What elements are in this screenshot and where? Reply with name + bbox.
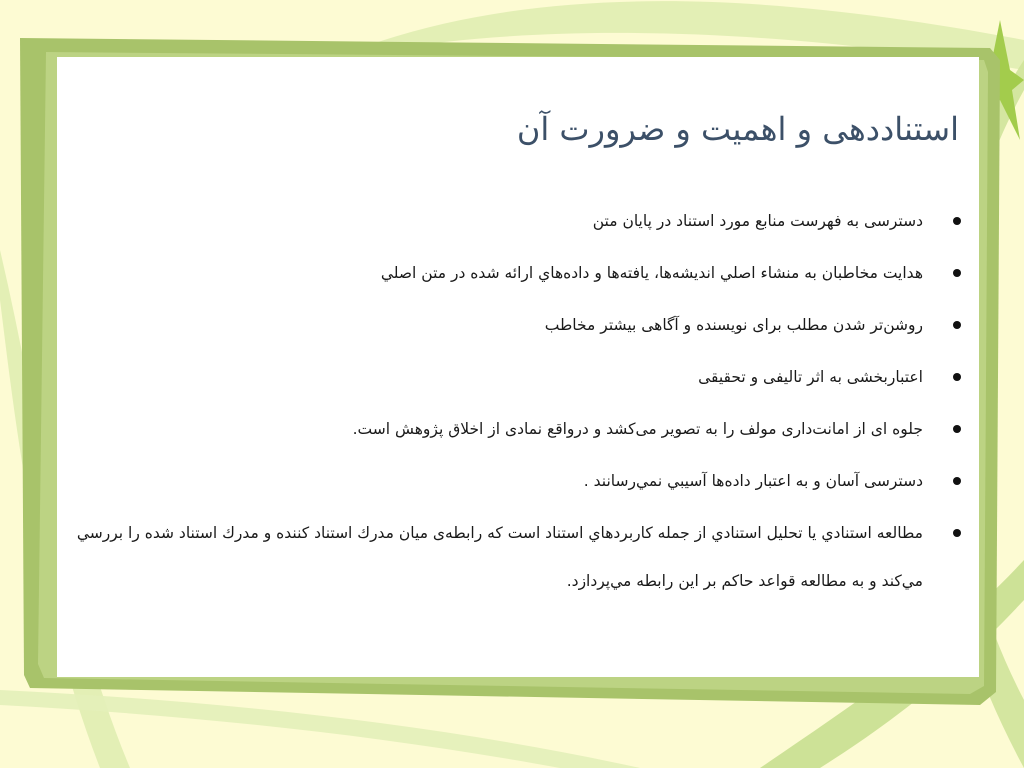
bullet-text: مطالعه استنادي يا تحليل استنادي از جمله كاربردهاي استناد است كه رابطه‌ی ميان مدرك استناد كننده و مدرك استناد شده را بررسي مي‌كند و به مطالعه قواعد حاكم بر اين رابطه مي‌پردازد. [76, 524, 923, 590]
bullet-point-icon [953, 529, 961, 537]
bullet-text: دسترسی به فهرست منابع مورد استناد در پایان متن [592, 212, 923, 230]
list-item [76, 197, 961, 245]
content-card [57, 57, 979, 677]
bullet-point-icon [953, 373, 961, 381]
bullet-text: اعتباربخشی به اثر تالیفی و تحقیقی [698, 368, 923, 386]
slide-title: استناددهی و اهمیت و ضرورت آن [516, 110, 959, 148]
bullet-text: دسترسی آسان و به اعتبار داده‌ها آسيبي نمي‌رسانند . [583, 472, 923, 490]
list-item [76, 405, 961, 453]
list-item [76, 301, 961, 349]
list-item [76, 457, 961, 505]
bullet-point-icon [953, 217, 961, 225]
list-item [76, 249, 961, 297]
bullet-point-icon [953, 269, 961, 277]
list-item [76, 509, 961, 605]
bullet-list [76, 197, 961, 609]
bullet-text: روشن‌تر شدن مطلب برای نویسنده و آگاهی بیشتر مخاطب [544, 316, 923, 334]
bullet-text: هدايت مخاطبان به منشاء اصلي انديشه‌ها، يافته‌ها و داده‌هاي ارائه شده در متن اصلي [380, 264, 923, 282]
bullet-point-icon [953, 425, 961, 433]
bullet-text: جلوه ای از امانت‌داری مولف را به تصویر می‌کشد و درواقع نمادی از اخلاق پژوهش است. [352, 420, 923, 438]
bullet-point-icon [953, 321, 961, 329]
bullet-point-icon [953, 477, 961, 485]
list-item [76, 353, 961, 401]
